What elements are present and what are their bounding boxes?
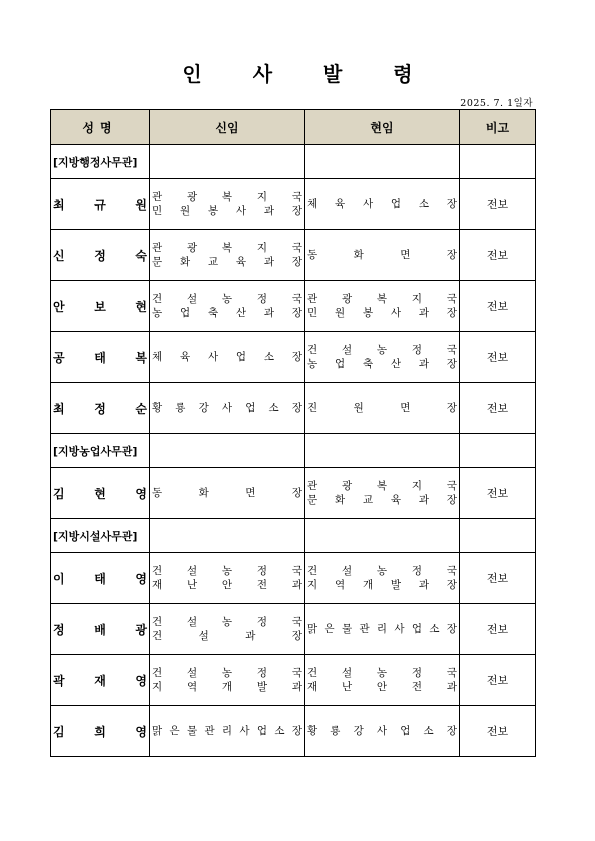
person-name: 신 정 숙 — [51, 230, 150, 281]
empty-cell — [150, 519, 305, 553]
remarks-cell: 전보 — [460, 281, 536, 332]
post-line: 체 육 사 업 소 장 — [152, 351, 302, 363]
current-post-cell — [305, 332, 460, 383]
post-line: 재 난 안 전 과 — [152, 579, 302, 591]
new-post-cell — [150, 468, 305, 519]
header-remarks: 비고 — [460, 110, 536, 145]
table-row — [51, 281, 536, 332]
current-post-cell — [305, 604, 460, 655]
table-row — [51, 179, 536, 230]
empty-cell — [460, 434, 536, 468]
person-name: 이 태 영 — [51, 553, 150, 604]
table-row — [51, 553, 536, 604]
appointment-table — [50, 109, 536, 757]
post-line: 지 역 개 발 과 — [152, 681, 302, 693]
person-name: 곽 재 영 — [51, 655, 150, 706]
current-post-cell — [305, 281, 460, 332]
post-line: 지 역 개 발 과 장 — [307, 579, 457, 591]
section-row — [51, 145, 536, 179]
empty-cell — [460, 519, 536, 553]
new-post-cell — [150, 383, 305, 434]
post-line: 관 광 복 지 국 — [152, 242, 302, 254]
post-line: 재 난 안 전 과 — [307, 681, 457, 693]
new-post-cell — [150, 553, 305, 604]
new-post-cell — [150, 604, 305, 655]
table-row — [51, 604, 536, 655]
person-name: 정 배 광 — [51, 604, 150, 655]
section-label: [지방농업사무관] — [51, 434, 150, 468]
post-line: 관 광 복 지 국 — [307, 293, 457, 305]
post-line: 건 설 농 정 국 — [307, 565, 457, 577]
post-line: 황 룡 강 사 업 소 장 — [152, 402, 302, 414]
remarks-cell: 전보 — [460, 655, 536, 706]
remarks-cell: 전보 — [460, 468, 536, 519]
post-line: 문 화 교 육 과 장 — [152, 256, 302, 268]
post-line: 동 화 면 장 — [307, 249, 457, 261]
current-post-cell — [305, 468, 460, 519]
post-line: 문 화 교 육 과 장 — [307, 494, 457, 506]
person-name: 공 태 복 — [51, 332, 150, 383]
remarks-cell: 전보 — [460, 332, 536, 383]
person-name: 최 규 원 — [51, 179, 150, 230]
post-line: 맑 은 물 관 리 사 업 소 장 — [152, 725, 302, 737]
post-line: 건 설 농 정 국 — [152, 616, 302, 628]
section-row — [51, 434, 536, 468]
header-current-post: 현임 — [305, 110, 460, 145]
person-name: 최 정 순 — [51, 383, 150, 434]
post-line: 진 원 면 장 — [307, 402, 457, 414]
person-name: 김 희 영 — [51, 706, 150, 757]
post-line: 민 원 봉 사 과 장 — [307, 307, 457, 319]
post-line: 체 육 사 업 소 장 — [307, 198, 457, 210]
section-label: [지방시설사무관] — [51, 519, 150, 553]
new-post-cell — [150, 332, 305, 383]
person-name: 안 보 현 — [51, 281, 150, 332]
new-post-cell — [150, 281, 305, 332]
remarks-cell: 전보 — [460, 604, 536, 655]
section-row — [51, 519, 536, 553]
post-line: 황 룡 강 사 업 소 장 — [307, 725, 457, 737]
header-new-post: 신임 — [150, 110, 305, 145]
empty-cell — [150, 434, 305, 468]
current-post-cell — [305, 179, 460, 230]
remarks-cell: 전보 — [460, 553, 536, 604]
post-line: 농 업 축 산 과 장 — [152, 307, 302, 319]
remarks-cell: 전보 — [460, 706, 536, 757]
empty-cell — [305, 519, 460, 553]
post-line: 건 설 농 정 국 — [152, 293, 302, 305]
effective-date: 2025. 7. 1일자 — [460, 98, 533, 109]
empty-cell — [150, 145, 305, 179]
header-row — [51, 110, 536, 145]
document-title: 인 사 발 령 — [182, 62, 435, 86]
table-row — [51, 468, 536, 519]
post-line: 동 화 면 장 — [152, 487, 302, 499]
table-row — [51, 332, 536, 383]
section-label: [지방행정사무관] — [51, 145, 150, 179]
header-name: 성명 — [51, 110, 150, 145]
new-post-cell — [150, 230, 305, 281]
person-name: 김 현 영 — [51, 468, 150, 519]
empty-cell — [305, 434, 460, 468]
post-line: 관 광 복 지 국 — [307, 480, 457, 492]
remarks-cell: 전보 — [460, 230, 536, 281]
post-line: 농 업 축 산 과 장 — [307, 358, 457, 370]
post-line: 건 설 과 장 — [152, 630, 302, 642]
post-line: 맑 은 물 관 리 사 업 소 장 — [307, 623, 457, 635]
table-row — [51, 230, 536, 281]
remarks-cell: 전보 — [460, 179, 536, 230]
table-row — [51, 383, 536, 434]
remarks-cell: 전보 — [460, 383, 536, 434]
current-post-cell — [305, 655, 460, 706]
empty-cell — [305, 145, 460, 179]
table-body — [51, 145, 536, 757]
current-post-cell — [305, 230, 460, 281]
post-line: 민 원 봉 사 과 장 — [152, 205, 302, 217]
post-line: 건 설 농 정 국 — [152, 565, 302, 577]
post-line: 건 설 농 정 국 — [307, 344, 457, 356]
post-line: 관 광 복 지 국 — [152, 191, 302, 203]
post-line: 건 설 농 정 국 — [152, 667, 302, 679]
current-post-cell — [305, 553, 460, 604]
table-row — [51, 655, 536, 706]
new-post-cell — [150, 179, 305, 230]
post-line: 건 설 농 정 국 — [307, 667, 457, 679]
new-post-cell — [150, 655, 305, 706]
empty-cell — [460, 145, 536, 179]
new-post-cell — [150, 706, 305, 757]
current-post-cell — [305, 383, 460, 434]
current-post-cell — [305, 706, 460, 757]
table-row — [51, 706, 536, 757]
